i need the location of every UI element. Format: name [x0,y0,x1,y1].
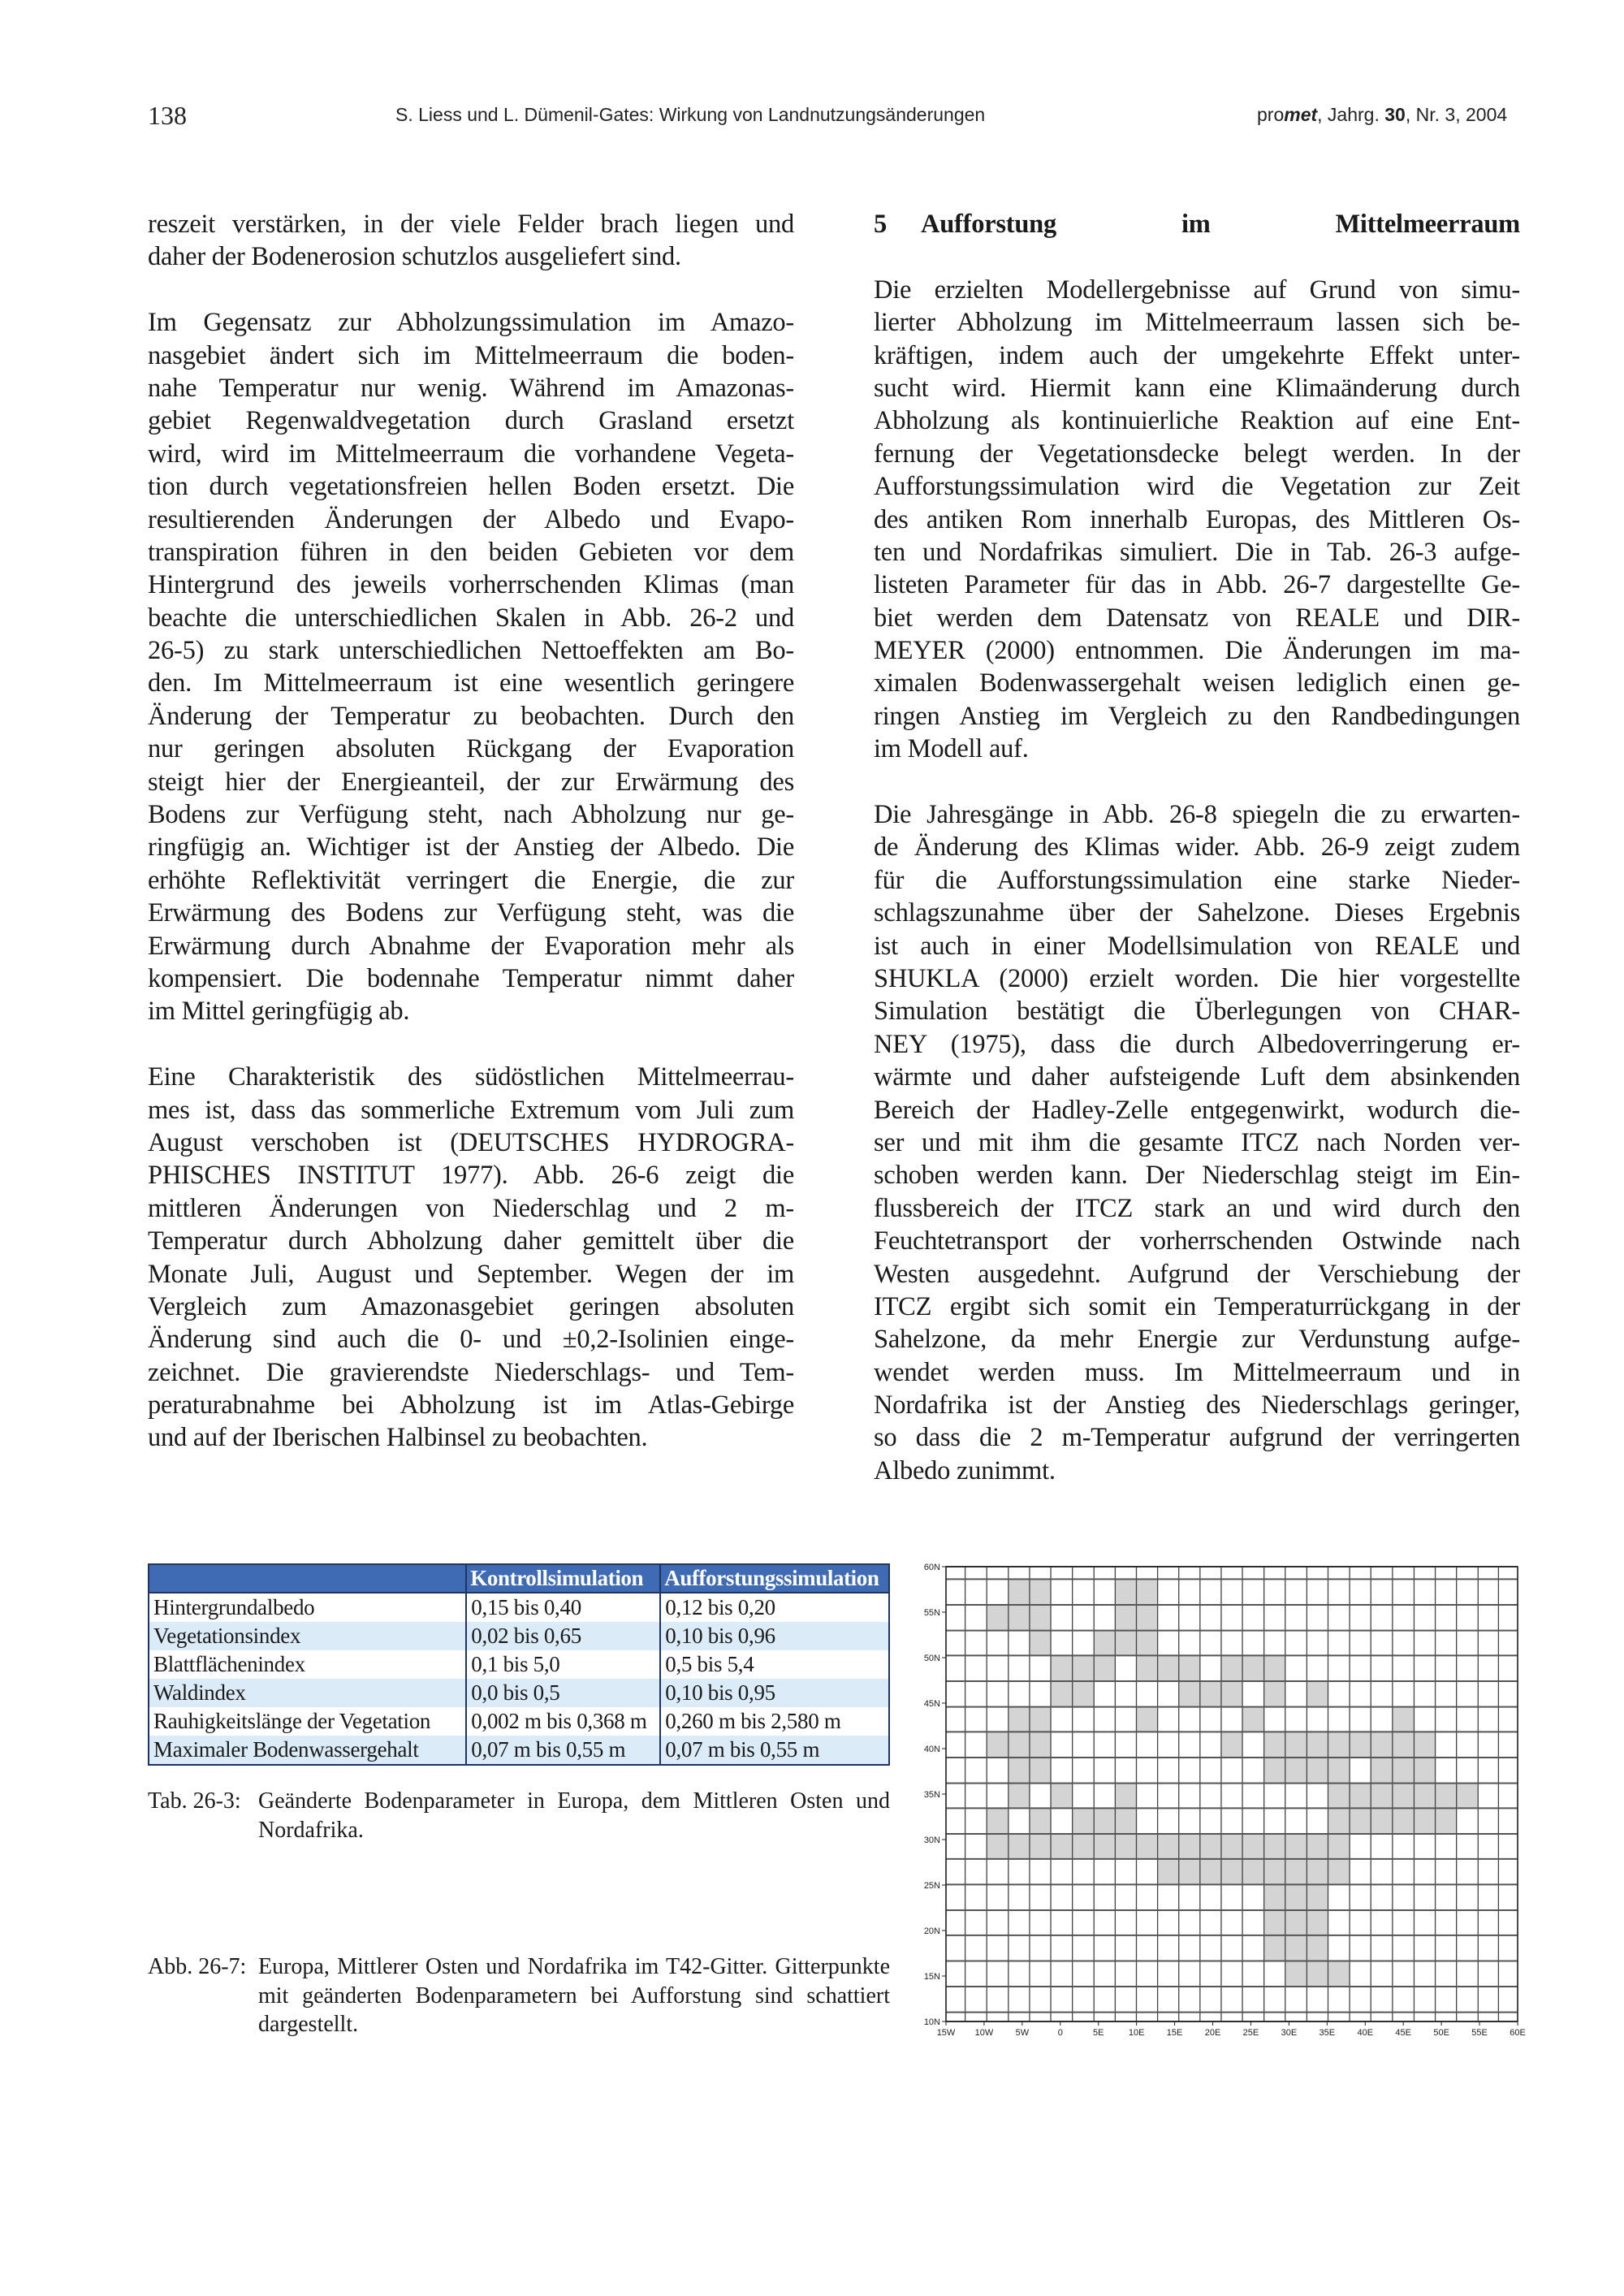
text-line: wendet werden muss. Im Mittelmeerraum und in [874,1357,1520,1387]
lon-label: 0 [1057,2028,1063,2038]
text-line: MEYER (2000) entnommen. Die Änderungen im ma- [874,636,1520,666]
text-line: de Änderung des Klimas wider. Abb. 26-9 zeigt zudem [874,832,1520,863]
table-cell: Vegetationsindex [149,1622,466,1650]
table-row [149,1736,889,1765]
table-cell: Hintergrundalbedo [149,1593,466,1622]
shaded-grid-cell [1179,1859,1200,1885]
lat-label: 15N [923,1972,940,1982]
text-line: beachte die unterschiedlichen Skalen in Abb. 26-2 und [148,603,794,633]
text-line: Änderung sind auch die 0- und ±0,2-Isolinien einge- [148,1325,794,1355]
text-line: gebiet Regenwaldvegetation durch Grasland ersetzt [148,406,794,436]
shaded-grid-cell [1393,1732,1415,1758]
table-cell: 0,07 m bis 0,55 m [660,1736,889,1765]
text-line: Die Jahresgänge in Abb. 26-8 spiegeln die zu erwarten- [874,800,1520,830]
page-number: 138 [148,101,187,130]
shaded-grid-cell [1158,1655,1179,1681]
shaded-grid-cell [1073,1834,1095,1859]
shaded-grid-cell [1221,1859,1242,1885]
shaded-grid-cell [1307,1961,1328,1987]
shaded-grid-cell [1115,1808,1136,1834]
table-cell: 0,260 m bis 2,580 m [660,1707,889,1736]
left-column [148,208,794,1455]
lat-label: 50N [923,1654,940,1663]
shaded-grid-cell [1073,1655,1095,1681]
text-line: Bereich der Hadley-Zelle entgegenwirkt, wodurch die- [874,1095,1520,1125]
lat-label: 30N [923,1836,940,1845]
text-line: Temperatur durch Abholzung daher gemittelt über die [148,1226,794,1256]
shaded-grid-cell [1307,1681,1328,1707]
shaded-grid-cell [1051,1834,1073,1859]
shaded-grid-cell [1414,1732,1435,1758]
text-line: Die erzielten Modellergebnisse auf Grund von simu- [874,275,1520,305]
text-line: mittleren Änderungen von Niederschlag und 2 m- [148,1193,794,1223]
text-line: ITCZ ergibt sich somit ein Temperaturrückgang in der [874,1291,1520,1321]
table-cell: 0,12 bis 0,20 [660,1593,889,1622]
text-line: Nordafrika ist der Anstieg des Niederschlags geringer, [874,1390,1520,1420]
shaded-grid-cell [1030,1605,1051,1631]
shaded-grid-cell [987,1732,1009,1758]
shaded-grid-cell [1328,1732,1350,1758]
text-line: lierter Abholzung im Mittelmeerraum lassen sich be- [874,308,1520,338]
shaded-grid-cell [1009,1834,1030,1859]
text-line: sucht wird. Hiermit kann eine Klimaänderung durch [874,373,1520,403]
text-line: transpiration führen in den beiden Gebieten vor dem [148,537,794,567]
text-line: SHUKLA (2000) erzielt worden. Die hier vorgestellte [874,963,1520,993]
column-header: Aufforstungssimulation [660,1564,889,1593]
t42-grid-map [909,1555,1535,2043]
right-column [874,208,1520,1487]
lon-label: 5E [1092,2028,1104,2038]
shaded-grid-cell [1073,1808,1095,1834]
text-line: Änderung der Temperatur zu beobachten. Durch den [148,701,794,731]
shaded-grid-cell [1285,1935,1307,1961]
table-caption [148,1787,890,1844]
text-line: ximalen Bodenwassergehalt weisen lediglich einen ge- [874,668,1520,698]
table-caption-label: Tab. 26-3: [148,1788,241,1814]
text-line: Simulation bestätigt die Überlegungen von CHAR- [874,997,1520,1027]
shaded-grid-cell [1285,1732,1307,1758]
shaded-grid-cell [1009,1758,1030,1784]
shaded-grid-cell [1264,1884,1285,1910]
shaded-grid-cell [1242,1707,1264,1732]
text-line: Monate Juli, August und September. Wegen der im [148,1259,794,1289]
text-line: kompensiert. Die bodennahe Temperatur nimmt daher [148,963,794,993]
section-heading [874,208,1520,240]
text-line: mes ist, dass das sommerliche Extremum vom Juli zum [148,1095,794,1125]
table-cell: 0,5 bis 5,4 [660,1650,889,1679]
shaded-grid-cell [1307,1884,1328,1910]
shaded-grid-cell [1285,1884,1307,1910]
section-title: Aufforstung im Mittelmeerraum [921,210,1520,239]
text-line: wird, wird im Mittelmeerraum die vorhandene Vegeta- [148,439,794,469]
text-line: nasgebiet ändert sich im Mittelmeerraum die boden- [148,340,794,370]
shaded-grid-cell [1136,1579,1157,1605]
shaded-grid-cell [1264,1910,1285,1935]
shaded-grid-cell [1094,1655,1115,1681]
shaded-grid-cell [1115,1605,1136,1631]
shaded-grid-cell [1264,1834,1285,1859]
journal-info [1257,104,1507,126]
shaded-grid-cell [1350,1732,1371,1758]
shaded-grid-cell [1030,1579,1051,1605]
shaded-grid-cell [1136,1834,1157,1859]
shaded-grid-cell [1179,1655,1200,1681]
text-line: den. Im Mittelmeerraum ist eine wesentlich geringere [148,668,794,698]
text-line: für die Aufforstungssimulation eine starke Nieder- [874,865,1520,895]
shaded-grid-cell [1414,1758,1435,1784]
shaded-grid-cell [1030,1758,1051,1784]
shaded-grid-cell [987,1834,1009,1859]
lon-label: 10W [974,2028,994,2038]
text-line: kräftigen, indem auch der umgekehrte Effekt unter- [874,340,1520,370]
parameter-table [148,1563,890,1766]
lat-label: 20N [923,1926,940,1936]
table-cell: 0,15 bis 0,40 [466,1593,660,1622]
table-cell: Waldindex [149,1679,466,1707]
shaded-grid-cell [1393,1758,1415,1784]
column-header [149,1564,466,1593]
figure-caption-text: Europa, Mittlerer Osten und Nordafrika im T42-Gitter. Gitterpunkte mit geänderten Bodenparametern bei Aufforstung sind schattiert dargestellt. [258,1954,890,2037]
section-number: 5 [874,210,887,239]
shaded-grid-cell [1200,1681,1221,1707]
text-line: August verschoben ist (DEUTSCHES HYDROGRA- [148,1127,794,1157]
table-row [149,1707,889,1736]
lon-label: 25E [1242,2028,1259,2038]
shaded-grid-cell [1436,1784,1457,1809]
shaded-grid-cell [1328,1859,1350,1885]
lat-label: 25N [923,1881,940,1891]
journal-rest: , Jahrg. [1317,104,1385,125]
text-line: im Modell auf. [874,734,1029,764]
shaded-grid-cell [1094,1808,1115,1834]
shaded-grid-cell [1115,1834,1136,1859]
lon-label: 55E [1471,2028,1488,2038]
lon-label: 45E [1395,2028,1411,2038]
shaded-grid-cell [1307,1834,1328,1859]
text-line: ist auch in einer Modellsimulation von REALE und [874,931,1520,961]
shaded-grid-cell [1264,1655,1285,1681]
text-line: daher der Bodenerosion schutzlos ausgeliefert sind. [148,242,681,272]
shaded-grid-cell [1051,1784,1073,1809]
shaded-grid-cell [1009,1579,1030,1605]
table-row [149,1593,889,1622]
shaded-grid-cell [1009,1707,1030,1732]
shaded-grid-cell [1030,1631,1051,1656]
table-cell: 0,002 m bis 0,368 m [466,1707,660,1736]
lon-label: 35E [1319,2028,1336,2038]
shaded-grid-cell [1030,1732,1051,1758]
shaded-grid-cell [1221,1834,1242,1859]
lat-label: 45N [923,1699,940,1709]
shaded-grid-cell [1158,1834,1179,1859]
text-line: Hintergrund des jeweils vorherrschenden Klimas (man [148,570,794,600]
column-header: Kontrollsimulation [466,1564,660,1593]
shaded-grid-cell [1030,1834,1051,1859]
lon-label: 15E [1166,2028,1183,2038]
shaded-grid-cell [1264,1859,1285,1885]
shaded-grid-cell [1136,1655,1157,1681]
text-line: Im Gegensatz zur Abholzungssimulation im Amazo- [148,308,794,338]
table-cell: Rauhigkeitslänge der Vegetation [149,1707,466,1736]
table-body [149,1593,889,1765]
text-line: zeichnet. Die gravierendste Niederschlags- und Tem- [148,1357,794,1387]
shaded-grid-cell [1393,1784,1415,1809]
text-line: schlagszunahme über der Sahelzone. Dieses Ergebnis [874,898,1520,928]
lat-label: 55N [923,1608,940,1618]
shaded-grid-cell [1285,1859,1307,1885]
table-cell: 0,1 bis 5,0 [466,1650,660,1679]
shaded-grid-cell [1457,1784,1479,1809]
lon-label: 10E [1128,2028,1145,2038]
text-line: Vergleich zum Amazonasgebiet geringen absoluten [148,1291,794,1321]
shaded-grid-cell [1242,1834,1264,1859]
text-line: Erwärmung des Bodens zur Verfügung steht, was die [148,898,794,928]
lon-label: 60E [1510,2028,1526,2038]
figure-caption-label: Abb. 26-7: [148,1954,247,1979]
shaded-grid-cell [1414,1808,1435,1834]
shaded-grid-cell [1371,1732,1393,1758]
shaded-grid-cell [1009,1732,1030,1758]
text-line: ringfügig an. Wichtiger ist der Anstieg der Albedo. Die [148,832,794,863]
shaded-grid-cell [1242,1859,1264,1885]
table-cell: Maximaler Bodenwassergehalt [149,1736,466,1765]
table-cell: 0,02 bis 0,65 [466,1622,660,1650]
shaded-grid-cell [1009,1784,1030,1809]
lat-label: 40N [923,1745,940,1754]
shaded-grid-cell [1328,1784,1350,1809]
shaded-grid-cell [1350,1784,1371,1809]
lon-label: 30E [1281,2028,1298,2038]
shaded-grid-cell [1051,1655,1073,1681]
text-line: Albedo zunimmt. [874,1455,1056,1485]
shaded-grid-cell [1030,1808,1051,1834]
shaded-grid-cell [1158,1859,1179,1885]
text-line: biet werden dem Datensatz von REALE und DIR- [874,603,1520,633]
shaded-grid-cell [1221,1732,1242,1758]
shaded-grid-cell [1285,1961,1307,1987]
shaded-grid-cell [1285,1758,1307,1784]
shaded-grid-cell [1242,1655,1264,1681]
text-line: ser und mit ihm die gesamte ITCZ nach Norden ver- [874,1127,1520,1157]
text-line: peraturabnahme bei Abholzung ist im Atlas-Gebirge [148,1390,794,1420]
text-line: so dass die 2 m-Temperatur aufgrund der verringerten [874,1423,1520,1453]
text-line: fernung der Vegetationsdecke belegt werden. In der [874,439,1520,469]
text-line: schoben werden kann. Der Niederschlag steigt im Ein- [874,1161,1520,1191]
lat-label: 60N [923,1563,940,1572]
table-header-row [149,1564,889,1593]
text-line: im Mittel geringfügig ab. [148,997,410,1027]
journal-bold: met [1284,104,1318,125]
shaded-grid-cell [1307,1910,1328,1935]
journal-prefix: pro [1257,104,1285,125]
shaded-grid-cell [1285,1910,1307,1935]
shaded-grid-cell [1285,1834,1307,1859]
shaded-grid-cell [1136,1605,1157,1631]
text-line: 26-5) zu stark unterschiedlichen Nettoeffekten am Bo- [148,636,794,666]
journal-rest-2: , Nr. 3, 2004 [1405,104,1508,125]
table-cell: 0,07 m bis 0,55 m [466,1736,660,1765]
shaded-grid-cell [1264,1681,1285,1707]
shaded-grid-cell [1371,1758,1393,1784]
shaded-grid-cell [1115,1784,1136,1809]
shaded-grid-cell [1200,1834,1221,1859]
text-line: wärmte und daher aufsteigende Luft dem absinkenden [874,1062,1520,1092]
shaded-grid-cell [1264,1758,1285,1784]
text-line: Erwärmung durch Abnahme der Evaporation mehr als [148,931,794,961]
text-line: und auf der Iberischen Halbinsel zu beobachten. [148,1423,648,1453]
text-line: Abholzung als kontinuierliche Reaktion auf eine Ent- [874,406,1520,436]
shaded-grid-cell [1307,1935,1328,1961]
shaded-grid-cell [987,1605,1009,1631]
table-row [149,1622,889,1650]
text-line: des antiken Rom innerhalb Europas, des Mittleren Os- [874,504,1520,534]
shaded-grid-cell [1094,1834,1115,1859]
shaded-grid-cell [1136,1707,1157,1732]
text-line: PHISCHES INSTITUT 1977). Abb. 26-6 zeigt die [148,1161,794,1191]
shaded-grid-cell [1328,1758,1350,1784]
text-line: listeten Parameter für das in Abb. 26-7 dargestellte Ge- [874,570,1520,600]
shaded-grid-cell [1328,1961,1350,1987]
text-line: Aufforstungssimulation wird die Vegetation zur Zeit [874,472,1520,502]
text-line: tion durch vegetationsfreien hellen Boden ersetzt. Die [148,472,794,502]
table-cell: 0,0 bis 0,5 [466,1679,660,1707]
volume: 30 [1384,104,1406,125]
text-line: nahe Temperatur nur wenig. Während im Amazonas- [148,373,794,403]
shaded-grid-cell [1371,1784,1393,1809]
shaded-grid-cell [1030,1707,1051,1732]
table-caption-text: Geänderte Bodenparameter in Europa, dem Mittleren Osten und Nordafrika. [258,1788,890,1843]
shaded-grid-cell [1328,1808,1350,1834]
text-line: ringen Anstieg im Vergleich zu den Randbedingungen [874,701,1520,731]
text-line: resultierenden Änderungen der Albedo und Evapo- [148,504,794,534]
table-row [149,1650,889,1679]
lon-label: 15W [936,2028,956,2038]
shaded-grid-cell [1115,1579,1136,1605]
running-title: S. Liess und L. Dümenil-Gates: Wirkung von Landnutzungsänderungen [395,104,986,125]
table-cell: Blattflächenindex [149,1650,466,1679]
shaded-grid-cell [1179,1834,1200,1859]
shaded-grid-cell [1073,1681,1095,1707]
shaded-grid-cell [1371,1808,1393,1834]
table-row [149,1679,889,1707]
shaded-grid-cell [1307,1859,1328,1885]
text-line: ten und Nordafrikas simuliert. Die in Tab. 26-3 aufge- [874,537,1520,567]
shaded-grid-cell [1307,1732,1328,1758]
shaded-grid-cell [1350,1808,1371,1834]
lat-label: 35N [923,1790,940,1800]
shaded-grid-cell [1414,1784,1435,1809]
text-line: Bodens zur Verfügung steht, nach Abholzung nur ge- [148,800,794,830]
shaded-grid-cell [1264,1732,1285,1758]
shaded-grid-cell [1115,1631,1136,1656]
table-cell: 0,10 bis 0,96 [660,1622,889,1650]
text-line: Westen ausgedehnt. Aufgrund der Verschiebung der [874,1259,1520,1289]
shaded-grid-cell [1264,1935,1285,1961]
text-line: Eine Charakteristik des südöstlichen Mittelmeerrau- [148,1062,794,1092]
shaded-grid-cell [987,1808,1009,1834]
shaded-grid-cell [1307,1758,1328,1784]
text-line: steigt hier der Energieanteil, der zur Erwärmung des [148,767,794,797]
shaded-grid-cell [1094,1631,1115,1656]
shaded-grid-cell [1328,1834,1350,1859]
text-line: flussbereich der ITCZ stark an und wird durch den [874,1193,1520,1223]
text-line: Feuchtetransport der vorherrschenden Ostwinde nach [874,1226,1520,1256]
lon-label: 40E [1357,2028,1374,2038]
shaded-grid-cell [1136,1631,1157,1656]
text-line: nur geringen absoluten Rückgang der Evaporation [148,734,794,764]
shaded-grid-cell [1200,1859,1221,1885]
figure-caption [148,1952,890,2039]
shaded-grid-cell [1221,1655,1242,1681]
shaded-grid-cell [1393,1808,1415,1834]
shaded-grid-cell [1436,1808,1457,1834]
lon-label: 5W [1015,2028,1030,2038]
shaded-grid-cell [1179,1681,1200,1707]
text-line: Sahelzone, da mehr Energie zur Verdunstung aufge- [874,1325,1520,1355]
table-cell: 0,10 bis 0,95 [660,1679,889,1707]
text-line: NEY (1975), dass die durch Albedoverringerung er- [874,1029,1520,1059]
lon-label: 50E [1433,2028,1449,2038]
lon-label: 20E [1204,2028,1221,2038]
shaded-grid-cell [1393,1707,1415,1732]
shaded-grid-cell [1221,1681,1242,1707]
text-line: erhöhte Reflektivität verringert die Energie, die zur [148,865,794,895]
lat-label: 10N [923,2017,940,2027]
text-line: reszeit verstärken, in der viele Felder brach liegen und [148,210,794,239]
shaded-grid-cell [1051,1681,1073,1707]
shaded-grid-cell [1009,1605,1030,1631]
